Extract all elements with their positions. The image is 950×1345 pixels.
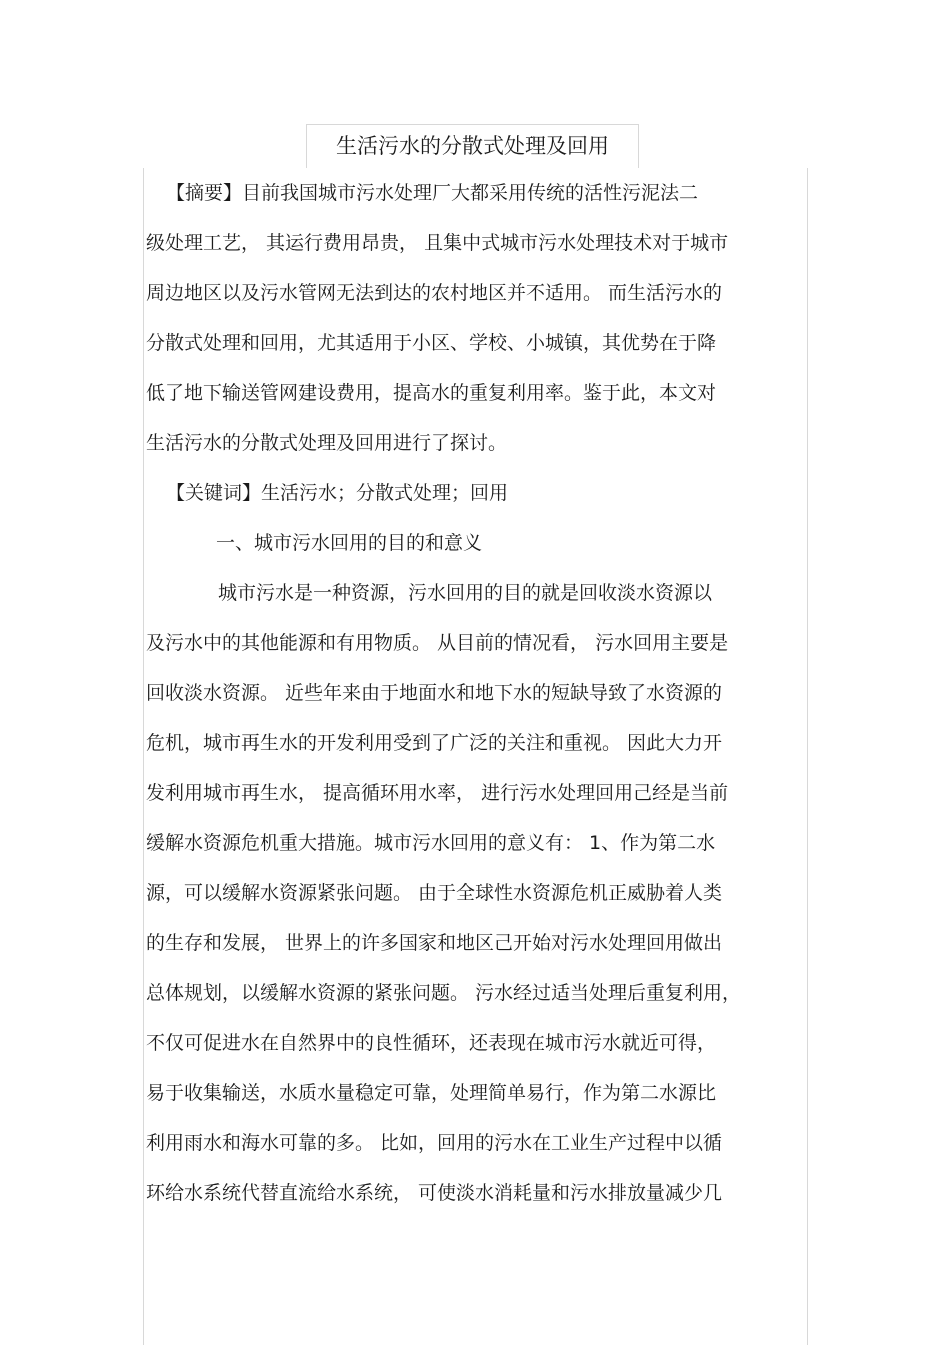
text-line: 城市污水是一种资源，污水回用的目的就是回收淡水资源以 (218, 582, 713, 604)
text-line: 环给水系统代替直流给水系统， 可使淡水消耗量和污水排放量减少几 (146, 1182, 723, 1204)
text-line: 总体规划，以缓解水资源的紧张问题。 污水经过适当处理后重复利用， (146, 982, 742, 1004)
text-line: 级处理工艺， 其运行费用昂贵， 且集中式城市污水处理技术对于城市 (146, 232, 729, 254)
document-body (143, 168, 808, 1345)
text-line: 及污水中的其他能源和有用物质。 从目前的情况看， 污水回用主要是 (146, 632, 729, 654)
text-line: 危机，城市再生水的开发利用受到了广泛的关注和重视。 因此大力开 (146, 732, 723, 754)
text-line: 缓解水资源危机重大措施。城市污水回用的意义有： 1、作为第二水 (146, 832, 716, 854)
text-line: 周边地区以及污水管网无法到达的农村地区并不适用。 而生活污水的 (146, 282, 723, 304)
text-line: 低了地下输送管网建设费用，提高水的重复利用率。鉴于此，本文对 (146, 382, 717, 404)
text-line: 的生存和发展， 世界上的许多国家和地区己开始对污水处理回用做出 (146, 932, 723, 954)
title-frame (306, 124, 639, 168)
text-line: 【摘要】目前我国城市污水处理厂大都采用传统的活性污泥法二 (166, 182, 699, 204)
text-line: 分散式处理和回用，尤其适用于小区、学校、小城镇，其优势在于降 (146, 332, 717, 354)
text-line: 生活污水的分散式处理及回用进行了探讨。 (146, 432, 508, 454)
text-line: 源，可以缓解水资源紧张问题。 由于全球性水资源危机正威胁着人类 (146, 882, 723, 904)
text-line: 易于收集输送，水质水量稳定可靠，处理简单易行，作为第二水源比 (146, 1082, 717, 1104)
section-heading: 一、城市污水回用的目的和意义 (216, 532, 483, 554)
text-line: 发利用城市再生水， 提高循环用水率， 进行污水处理回用己经是当前 (146, 782, 729, 804)
text-line: 利用雨水和海水可靠的多。 比如，回用的污水在工业生产过程中以循 (146, 1132, 723, 1154)
document-title: 生活污水的分散式处理及回用 (336, 134, 609, 158)
keywords-line: 【关键词】生活污水；分散式处理；回用 (166, 482, 509, 504)
text-line: 回收淡水资源。 近些年来由于地面水和地下水的短缺导致了水资源的 (146, 682, 723, 704)
text-line: 不仅可促进水在自然界中的良性循环，还表现在城市污水就近可得， (146, 1032, 717, 1054)
